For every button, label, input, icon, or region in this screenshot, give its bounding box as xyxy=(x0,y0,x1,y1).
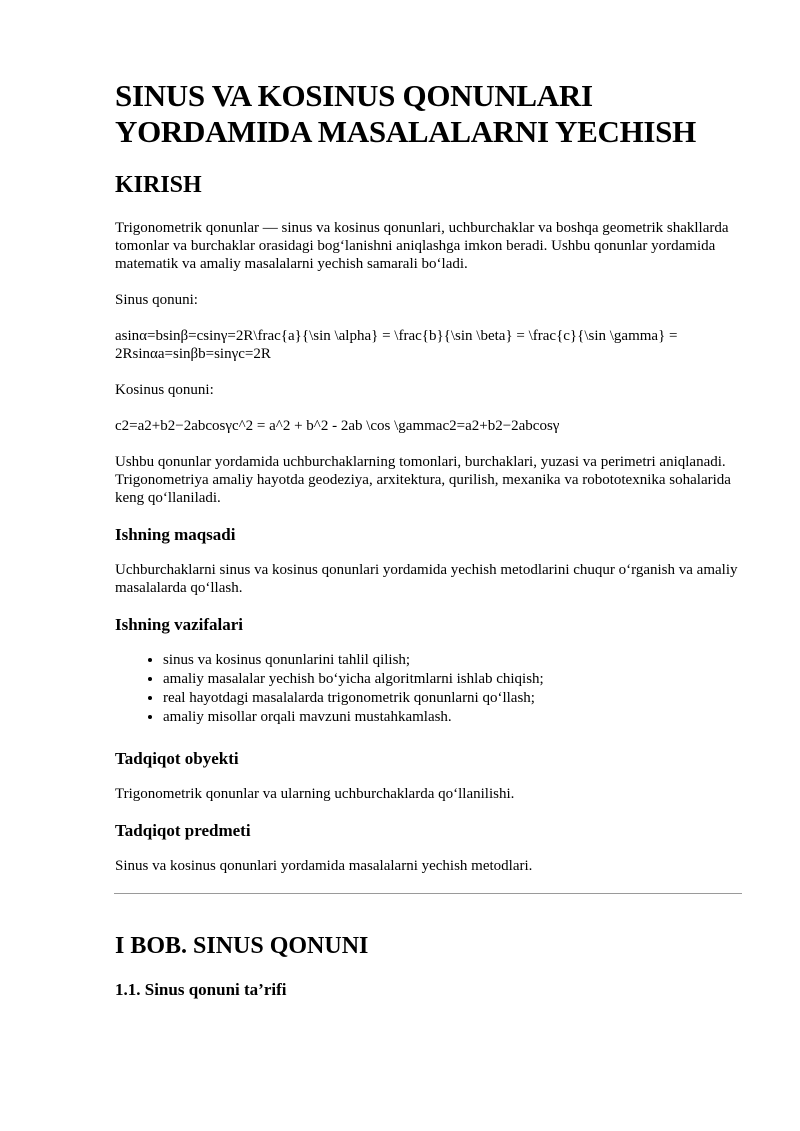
document-title-line-1: SINUS VA KOSINUS QONUNLARI xyxy=(115,78,593,113)
list-item: • amaliy misollar orqali mavzuni mustahkamlash. xyxy=(163,708,742,727)
goal-text: Uchburchaklarni sinus va kosinus qonunlari yordamida yechish metodlarini chuqur o‘rganish va amaliy masalalarda qo‘llash. xyxy=(115,562,738,596)
subject-heading: Tadqiqot predmeti xyxy=(115,821,251,840)
object-heading: Tadqiqot obyekti xyxy=(115,749,239,768)
object-text: Trigonometrik qonunlar va ularning uchburchaklarda qo‘llanilishi. xyxy=(115,786,515,802)
list-item: • sinus va kosinus qonunlarini tahlil qilish; xyxy=(163,651,742,670)
goal-heading: Ishning maqsadi xyxy=(115,525,236,544)
chapter-1-heading: I BOB. SINUS QONUNI xyxy=(115,933,369,959)
tasks-list xyxy=(115,651,742,727)
document-title xyxy=(115,78,742,150)
intro-paragraph-1: Trigonometrik qonunlar — sinus va kosinus qonunlari, uchburchaklar va boshqa geometrik shakllarda tomonlar va burchaklar orasidagi bog‘lanishni aniqlashga imkon beradi. Ushbu qonunlar yordamida matematik va amaliy masalalarni yechish samarali bo‘ladi. xyxy=(115,220,729,272)
cosine-law-label: Kosinus qonuni: xyxy=(115,382,214,398)
section-divider xyxy=(114,893,742,894)
tasks-heading: Ishning vazifalari xyxy=(115,615,243,634)
sine-law-formula: asinα=bsinβ=csinγ=2R\frac{a}{\sin \alpha} = \frac{b}{\sin \beta} = \frac{c}{\sin \gamma} = 2Rsinαa=sinβb=sinγc=2R xyxy=(115,328,678,362)
section-1-1-heading: 1.1. Sinus qonuni ta’rifi xyxy=(115,980,287,999)
intro-heading: KIRISH xyxy=(115,172,202,198)
cosine-law-formula: c2=a2+b2−2abcosγc^2 = a^2 + b^2 - 2ab \cos \gammac2=a2+b2−2abcosγ xyxy=(115,418,560,434)
list-item: • real hayotdagi masalalarda trigonometrik qonunlarni qo‘llash; xyxy=(163,689,742,708)
list-item: • amaliy masalalar yechish bo‘yicha algoritmlarni ishlab chiqish; xyxy=(163,670,742,689)
intro-paragraph-2: Ushbu qonunlar yordamida uchburchaklarning tomonlari, burchaklari, yuzasi va perimetri aniqlanadi. Trigonometriya amaliy hayotda geodeziya, arxitektura, qurilish, mexanika va robototexnika sohalarida keng qo‘llaniladi. xyxy=(115,454,731,506)
sine-law-label: Sinus qonuni: xyxy=(115,292,198,308)
subject-text: Sinus va kosinus qonunlari yordamida masalalarni yechish metodlari. xyxy=(115,858,533,874)
document-title-line-2: YORDAMIDA MASALALARNI YECHISH xyxy=(115,114,696,149)
